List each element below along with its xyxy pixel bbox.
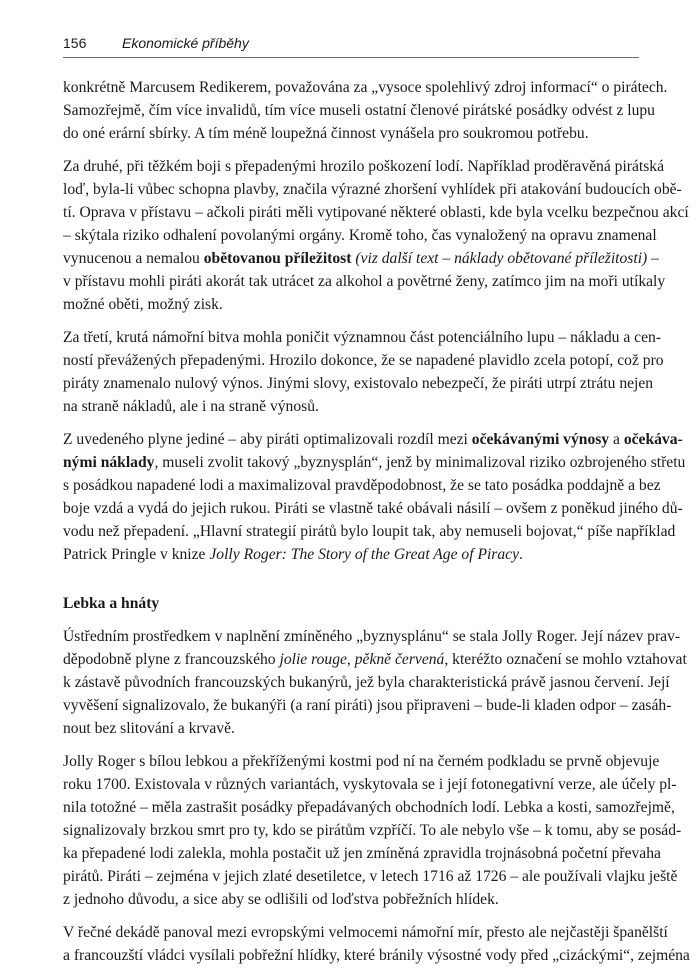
- text-line: z jednoho důvodu, a sice aby se odlišili od loďstva pobřežních hlídek.: [63, 891, 499, 908]
- text-run: Z uvedeného plyne jediné – aby piráti optimalizovali rozdíl mezi: [63, 431, 472, 448]
- text-line: k zástavě původních francouzských bukanýrů, jež byla charakteristická právě jasnou červení. Její: [63, 674, 670, 691]
- book-title: Jolly Roger: The Story of the Great Age of Piracy: [209, 546, 520, 563]
- paragraph: [63, 428, 686, 566]
- text-run: a: [609, 431, 624, 448]
- text-line: a francouzští vládci vysílali pobřežní hlídky, které bránily výsostné vody před „cizáckými“, zejména: [63, 947, 690, 964]
- text-line: na straně nákladů, ale i na straně výnosů.: [63, 398, 319, 415]
- text-line: – skýtala riziko odhalení povolanými orgány. Kromě toho, čas vynaložený na opravu znamenal: [63, 227, 657, 244]
- paragraph: [63, 155, 689, 316]
- page-header: [63, 33, 639, 58]
- bold-term: očekáva-: [623, 431, 683, 448]
- paragraph: [63, 750, 682, 911]
- text-run: Patrick Pringle v knize: [63, 546, 210, 563]
- paragraph: [63, 625, 687, 740]
- text-line: vyvěšení signalizovalo, že bukanýři (a raní piráti) jsou připraveni – bude-li kladen odpor – zasáh-: [63, 697, 672, 714]
- text-line-mixed: [63, 428, 683, 451]
- text-run: , kteréžto označení se mohlo vztahovat: [444, 651, 687, 668]
- text-line: Ústředním prostředkem v naplnění zmíněného „byznysplánu“ se stala Jolly Roger. Její název prav-: [63, 628, 681, 645]
- italic-phrase: jolie rouge, pěkně červená: [279, 651, 445, 668]
- bold-term: obětovanou příležitost: [203, 250, 352, 267]
- text-line: roku 1700. Existovala v různých variantách, vyskytovala se i její fotonegativní verze, ale účely pl-: [63, 776, 677, 793]
- text-line: Samozřejmě, čím více invalidů, tím více museli ostatní členové pirátské posádky odvést z lupu: [63, 102, 655, 119]
- page-number: 156: [63, 35, 87, 51]
- text-run: , museli zvolit takový „byznysplán“, jenž by minimalizoval riziko ozbrojeného střetu: [154, 454, 686, 471]
- text-line: ností převážených přepadenými. Hrozilo dokonce, že se napadené plavidlo zcela potopí, což pro: [63, 352, 664, 369]
- text-line: vodu než přepadení. „Hlavní strategií pirátů bylo loupit tak, aby nemuseli bojovat,“ píše například: [63, 523, 676, 540]
- text-line: možné oběti, možný zisk.: [63, 296, 223, 313]
- text-line: nila totožné – měla zastrašit posádky přepadávaných obchodních lodí. Lebka a kosti, samozřejmě,: [63, 799, 675, 816]
- text-line: v přístavu mohli piráti akorát tak utrácet za alkohol a povětrné ženy, zatímco jim na moři utíkaly: [63, 273, 666, 290]
- text-line: loď, byla-li vůbec schopna plavby, značila výrazné zhoršení vyhlídek při atakování budoucích obě-: [63, 181, 682, 198]
- text-line: tí. Oprava v přístavu – ačkoli piráti měli vytipované některé oblasti, kde byla vcelku bezpečnou akcí: [63, 204, 689, 221]
- text-run: .: [519, 546, 523, 563]
- text-run: děpodobně plyne z francouzského: [63, 651, 280, 668]
- text-line: piráty znamenalo nulový výnos. Jinými slovy, existovalo nebezpečí, že piráti utrpí ztrátu nejen: [63, 375, 654, 392]
- paragraph: [63, 76, 668, 145]
- bold-term: očekávanými výnosy: [471, 431, 610, 448]
- text-line-mixed: [63, 247, 659, 270]
- text-line: signalizovaly brzkou smrt pro ty, kdo se pirátům vzpříčí. To ale nebylo vše – k tomu, aby se posád-: [63, 822, 682, 839]
- text-line: V řečné dekádě panoval mezi evropskými velmocemi námořní mír, přesto ale nejčastěji španělští: [63, 924, 668, 941]
- text-run: vynucenou a nemalou: [63, 250, 204, 267]
- running-title: Ekonomické příběhy: [122, 35, 249, 51]
- section-heading: Lebka a hnáty: [63, 595, 160, 612]
- text-line: s posádkou napadené lodi a maximalizoval pravděpodobnost, že se tato posádka poddajně a bez: [63, 477, 661, 494]
- text-line: ka přepadené lodi zalekla, mohla postačit už jen zmíněná zpravidla trojnásobná početní převaha: [63, 845, 661, 862]
- bold-term: nými náklady: [63, 454, 155, 471]
- text-line: Za třetí, krutá námořní bitva mohla poničit významnou část potenciálního lupu – nákladu a cen-: [63, 329, 662, 346]
- text-line: Za druhé, při těžkém boji s přepadenými hrozilo poškození lodí. Například proděravěná pirátská: [63, 158, 665, 175]
- italic-aside: (viz další text – náklady obětované příležitosti): [355, 250, 648, 267]
- text-line: konkrétně Marcusem Redikerem, považována za „vysoce spolehlivý zdroj informací“ o pirátech.: [63, 79, 668, 96]
- text-line: pirátů. Piráti – zejména v jejich zlaté desetiletce, v letech 1716 až 1726 – ale používali vlajku ještě: [63, 868, 678, 885]
- text-line-mixed: [63, 648, 687, 671]
- text-run: –: [647, 250, 659, 267]
- text-line-mixed: [63, 543, 639, 566]
- text-line: Jolly Roger s bílou lebkou a překříženými kostmi pod ní na černém podkladu se prvně objevuje: [63, 753, 660, 770]
- text-line: nout bez slitování a krvavě.: [63, 720, 235, 737]
- text-line-mixed: [63, 451, 686, 474]
- page-body: [63, 76, 690, 977]
- text-line: boje vzdá a vydá do jejich rukou. Piráti se vlastně také obávali násilí – ovšem z poněkud jiného dů-: [63, 500, 683, 517]
- paragraph: [63, 326, 664, 418]
- paragraph: [63, 921, 690, 967]
- text-line: do oné erární sbírky. A tím méně loupežná činnost vynášela pro soukromou potřebu.: [63, 125, 589, 142]
